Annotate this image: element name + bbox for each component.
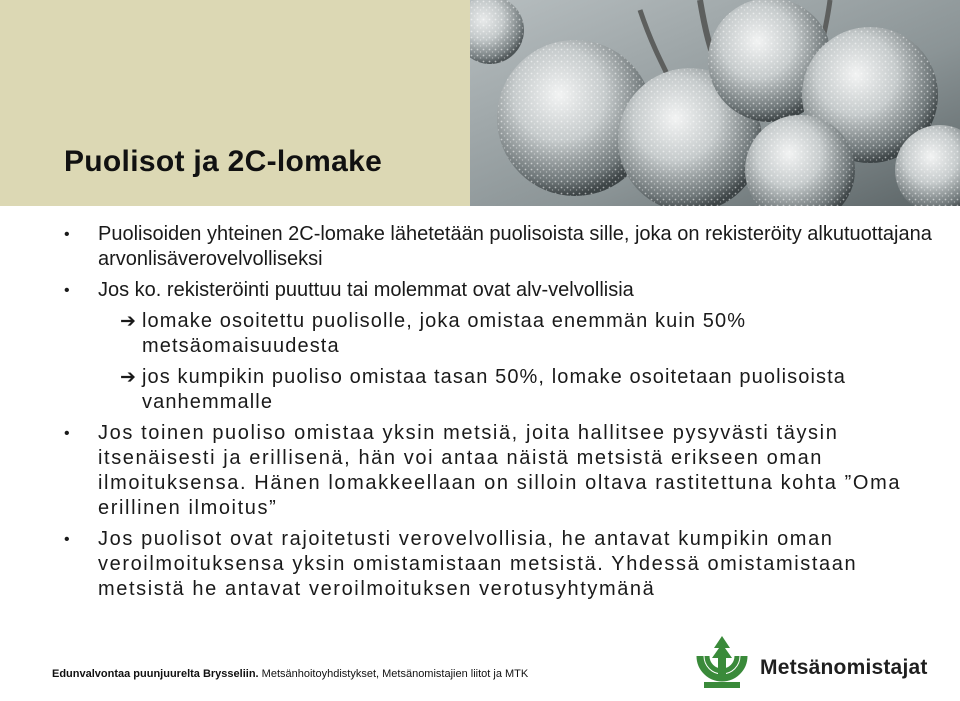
footer-text: Metsänhoitoyhdistykset, Metsänomistajien liitot ja MTK	[261, 668, 529, 680]
footer	[52, 668, 528, 680]
bullet-text: Jos ko. rekisteröinti puuttuu tai molemmat ovat alv-velvollisia	[98, 279, 634, 301]
arrow-right-icon: ➔	[120, 311, 138, 332]
bullet-icon: •	[64, 531, 72, 548]
bullet-item	[60, 278, 940, 303]
bullet-icon: •	[64, 226, 70, 243]
arrow-text: jos kumpikin puoliso omistaa tasan 50%, lomake osoitetaan puolisoista vanhemmalle	[142, 366, 847, 413]
frosted-berries-photo	[470, 0, 960, 206]
bullet-icon: •	[64, 425, 72, 442]
slide-content	[60, 222, 940, 608]
bullet-text: Jos toinen puoliso omistaa yksin metsiä, joita hallitsee pysyvästi täysin itsenäisesti ja erillisenä, hän voi antaa näistä metsistä erikseen oman ilmoituksensa. Hänen lomakkeellaan on silloin oltava rastitettuna kohta ”Oma erillinen ilmoitus”	[98, 422, 902, 519]
logo-text: Metsänomistajat	[760, 656, 928, 679]
bullet-item	[60, 527, 940, 602]
bullet-text: Jos puolisot ovat rajoitetusti verovelvollisia, he antavat kumpikin oman veroilmoituksensa yksin omistamistaan metsistä. Yhdessä omistamistaan metsistä he antavat veroilmoituksen verotusyhtymänä	[98, 528, 858, 600]
arrow-item	[60, 309, 940, 359]
arrow-item	[60, 365, 940, 415]
bullet-text: Puolisoiden yhteinen 2C-lomake lähetetään puolisoista sille, joka on rekisteröity alkutuottajana arvonlisäverovelvolliseksi	[98, 223, 932, 270]
bullet-item	[60, 421, 940, 521]
forest-owners-logo-icon	[694, 632, 750, 692]
arrow-right-icon: ➔	[120, 367, 138, 388]
arrow-text: lomake osoitettu puolisolle, joka omistaa enemmän kuin 50% metsäomaisuudesta	[142, 310, 747, 357]
footer-bold-text: Edunvalvontaa puunjuurelta Brysseliin.	[52, 668, 259, 680]
bullet-icon: •	[64, 282, 70, 299]
bullet-item	[60, 222, 940, 272]
slide-title: Puolisot ja 2C-lomake	[64, 145, 383, 178]
